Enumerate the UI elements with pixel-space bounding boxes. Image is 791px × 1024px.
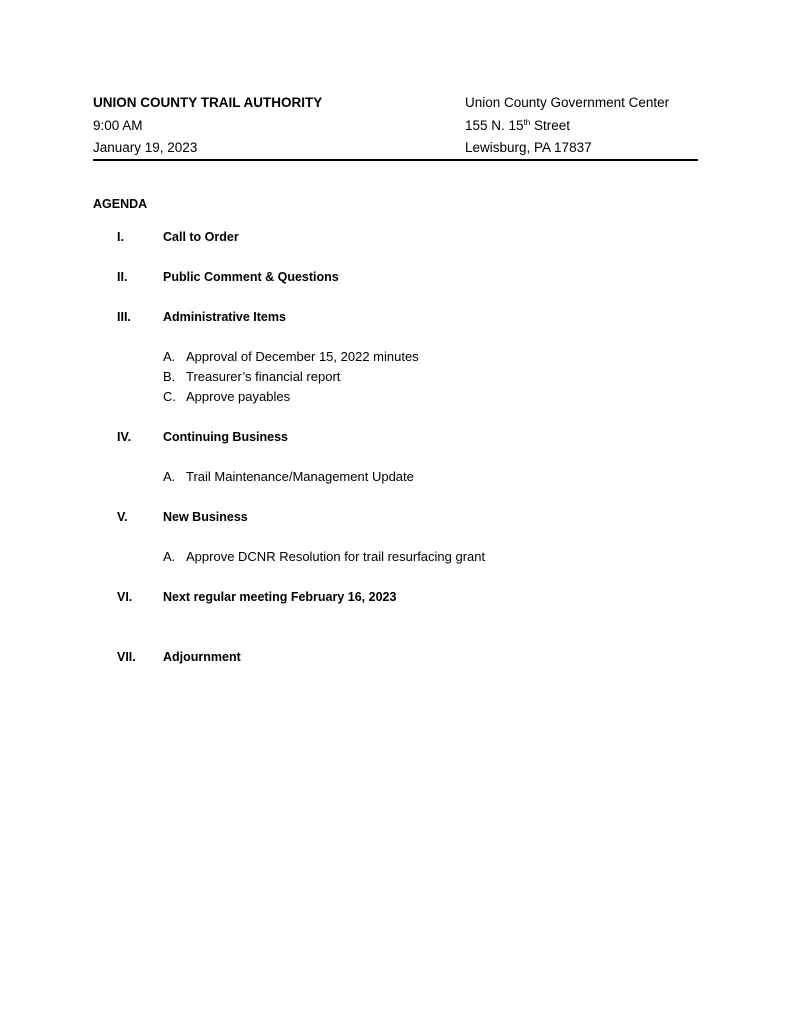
agenda-subitem-text: Approval of December 15, 2022 minutes (186, 349, 419, 364)
agenda-subitem-letter: A. (163, 349, 176, 364)
venue-name: Union County Government Center (465, 95, 670, 110)
agenda-subitem-text: Treasurer’s financial report (186, 369, 341, 384)
meeting-date: January 19, 2023 (93, 140, 198, 155)
agenda-item-title: New Business (163, 510, 248, 524)
agenda-item-title: Public Comment & Questions (163, 270, 339, 284)
agenda-item-numeral: III. (117, 310, 131, 324)
agenda-item-numeral: VI. (117, 590, 133, 604)
venue-city-state-zip: Lewisburg, PA 17837 (465, 140, 592, 155)
agenda-item-title: Continuing Business (163, 430, 288, 444)
agenda-subitem-letter: A. (163, 549, 176, 564)
agenda-subitem-letter: C. (163, 389, 176, 404)
agenda-subitem-text: Approve DCNR Resolution for trail resurfacing grant (186, 549, 486, 564)
header-divider (93, 159, 698, 161)
agenda-subitem-text: Approve payables (186, 389, 291, 404)
address-street: Street (530, 118, 570, 133)
agenda-item-title: Next regular meeting February 16, 2023 (163, 590, 397, 604)
agenda-item-numeral: V. (117, 510, 128, 524)
organization-name: UNION COUNTY TRAIL AUTHORITY (93, 95, 323, 110)
agenda-item-numeral: VII. (117, 650, 136, 664)
address-ordinal-suffix: th (523, 118, 531, 127)
venue-address (465, 118, 570, 134)
address-number: 155 N. 15 (465, 118, 524, 133)
agenda-title: AGENDA (93, 197, 148, 211)
agenda-subitem-letter: B. (163, 369, 176, 384)
agenda-item-title: Call to Order (163, 230, 239, 244)
agenda-subitem-text: Trail Maintenance/Management Update (186, 469, 414, 484)
agenda-subitem-letter: A. (163, 469, 176, 484)
agenda-item-title: Administrative Items (163, 310, 286, 324)
agenda-item-numeral: I. (117, 230, 124, 244)
agenda-item-numeral: IV. (117, 430, 132, 444)
agenda-item-title: Adjournment (163, 650, 241, 664)
agenda-item-numeral: II. (117, 270, 128, 284)
meeting-time: 9:00 AM (93, 118, 143, 133)
